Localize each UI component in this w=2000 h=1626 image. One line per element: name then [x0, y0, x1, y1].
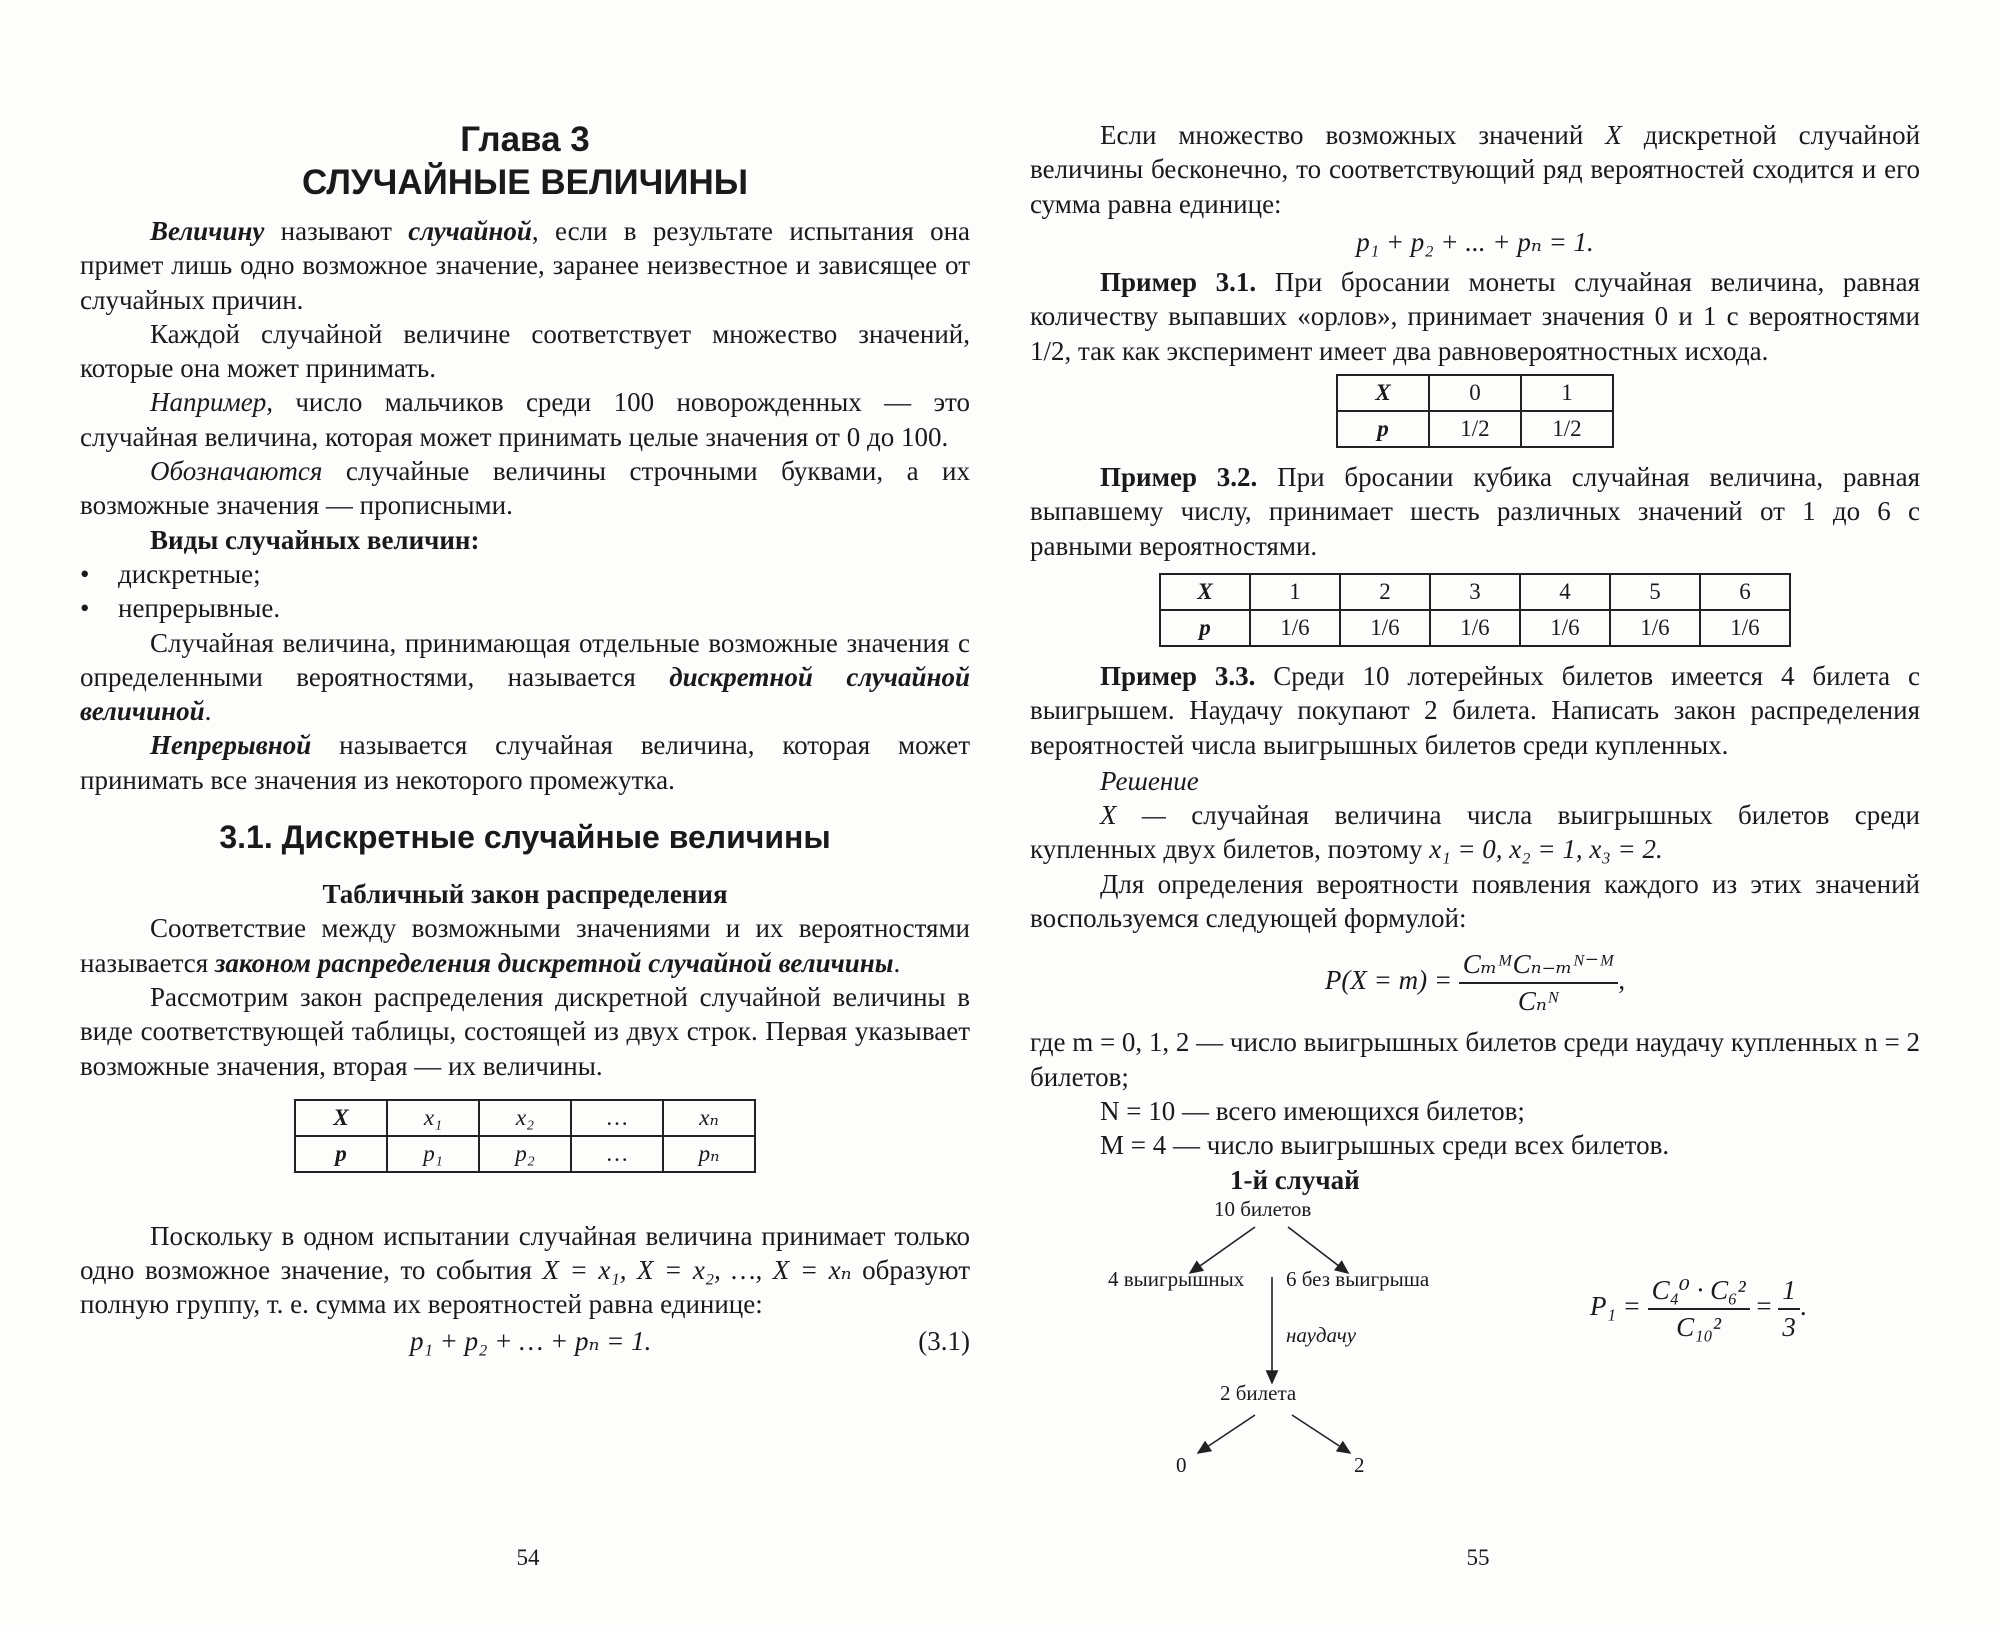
example-3-1: Пример 3.1. При бросании монеты случайная величина, равная количеству выпавших «орлов», принимает значения 0 и 1 с вероятностями 1/2, так как эксперимент имеет два равновероятностных исхода. [1030, 267, 1921, 366]
arrow-leaf-right [1292, 1415, 1350, 1453]
where-line: где m = 0, 1, 2 — число выигрышных билетов среди наудачу купленных n = 2 билетов; [1030, 1027, 1920, 1092]
where-line: N = 10 — всего имеющихся билетов; [1100, 1095, 1525, 1126]
tree-leaf-right: 2 [1354, 1452, 1365, 1477]
section-title: 3.1. Дискретные случайные величины [219, 819, 831, 856]
formula-3-1: p₁ + p₂ + … + pₙ = 1. (3.1) [410, 1325, 970, 1356]
right-column [1030, 118, 1920, 1507]
distribution-table [294, 1099, 756, 1173]
selection-tree [1030, 1197, 1920, 1507]
full-group-paragraph: Поскольку в одном испытании случайная величина принимает только одно возможное значение, то события X = x₁, X = x₂, …, X = xₙ образуют полную группу, т. е. сумма их вероятностей равна единице: [80, 1220, 971, 1320]
page-number: 54 [516, 1545, 540, 1570]
hypergeometric-formula: P(X = m) = $\frac{\text{CₘᴹCₙ₋ₘᴺ⁻ᴹ}}{\text{Cₙᴺ}}$ , [1324, 949, 1626, 1017]
dice-table [1159, 573, 1791, 647]
notation-paragraph: Обозначаются случайные величины строчными буквами, а их возможные значения — прописными. [80, 456, 970, 521]
types-heading: Виды случайных величин: [150, 524, 480, 555]
table-row: p 1/6 1/6 1/6 1/6 1/6 1/6 [1160, 610, 1790, 646]
tree-leaf-left: 0 [1176, 1452, 1187, 1477]
values-paragraph: Каждой случайной величине соответствует множество значений, которые она может принимать. [80, 318, 970, 384]
subsection-title: Табличный закон распределения [322, 879, 728, 910]
series-formula: p₁ + p₂ + ... + pₙ = 1. [1356, 226, 1594, 257]
right-page [1000, 0, 2000, 1626]
chapter-label: Глава 3 [460, 120, 590, 159]
solution-paragraph-2: Для определения вероятности появления каждого из этих значений воспользуемся следующей формулой: [1030, 868, 1920, 934]
formula-number: (3.1) [918, 1325, 970, 1356]
p1-formula: P₁ = $\frac{\text{C₄⁰ · C₆²}}{\text{C₁₀²}}$ = $\frac{1}{3}$ . [1590, 1274, 1807, 1342]
table-row: X x₁ x₂ … xₙ [295, 1100, 755, 1136]
tree-label: наудачу [1286, 1322, 1357, 1347]
tree-right: 6 без выигрыша [1286, 1266, 1430, 1291]
example-3-3: Пример 3.3. Среди 10 лотерейных билетов имеется 4 билета с выигрышем. Наудачу покупают 2 билета. Написать закон распределения вероятностей числа выигрышных билетов среди купленных. [1030, 660, 1921, 760]
list-item: • дискретные; [80, 557, 970, 591]
arrow-leaf-left [1198, 1415, 1255, 1453]
list-item: • непрерывные. [80, 591, 970, 625]
table-row: p p₁ p₂ … pₙ [295, 1136, 755, 1172]
types-list [80, 557, 970, 626]
law-definition: Соответствие между возможными значениями и их вероятностями называется законом распределения дискретной случайной величины. [80, 913, 970, 978]
coin-table [1336, 374, 1614, 448]
case-title: 1-й случай [1230, 1164, 1360, 1195]
law-table-intro: Рассмотрим закон распределения дискретной случайной величины в виде соответствующей таблицы, состоящей из двух строк. Первая указывает возможные значения, вторая — их величины. [80, 981, 970, 1081]
where-line: M = 4 — число выигрышных среди всех билетов. [1100, 1130, 1670, 1161]
example-3-2: Пример 3.2. При бросании кубика случайная величина, равная выпавшему числу, принимает шесть различных значений от 1 до 6 с равными вероятностями. [1030, 462, 1920, 561]
table-row: p 1/2 1/2 [1337, 411, 1613, 447]
random-variable-definition: Величину называют случайной, если в результате испытания она примет лишь одно возможное значение, заранее неизвестное и зависящее от случайных причин. [80, 216, 971, 315]
solution-label: Решение [1100, 765, 1199, 796]
solution-paragraph-1: X — случайная величина числа выигрышных билетов среди купленных двух билетов, поэтому x₁ = 0, x₂ = 1, x₃ = 2. [1030, 800, 1921, 865]
page-number: 55 [1466, 1545, 1490, 1570]
left-column [80, 118, 970, 1366]
chapter-title [80, 118, 970, 204]
example-paragraph: Например, число мальчиков среди 100 новорожденных — это случайная величина, которая может принимать целые значения от 0 до 100. [80, 387, 971, 452]
tree-arrows [1030, 1197, 1920, 1507]
table-row: X 0 1 [1337, 375, 1613, 411]
tree-mid: 2 билета [1220, 1380, 1297, 1405]
discrete-definition: Случайная величина, принимающая отдельные возможные значения с определенными вероятностями, называется дискретной случайной величиной. [80, 627, 970, 727]
chapter-name: СЛУЧАЙНЫЕ ВЕЛИЧИНЫ [302, 163, 748, 202]
continuous-definition: Непрерывной называется случайная величина, которая может принимать все значения из некоторого промежутка. [80, 730, 970, 795]
tree-root: 10 билетов [1214, 1196, 1312, 1221]
tree-left: 4 выигрышных [1108, 1266, 1245, 1291]
table-row: X 1 2 3 4 5 6 [1160, 574, 1790, 610]
infinite-set-paragraph: Если множество возможных значений X дискретной случайной величины бесконечно, то соответствующий ряд вероятностей сходится и его сумма равна единице: [1030, 120, 1921, 219]
